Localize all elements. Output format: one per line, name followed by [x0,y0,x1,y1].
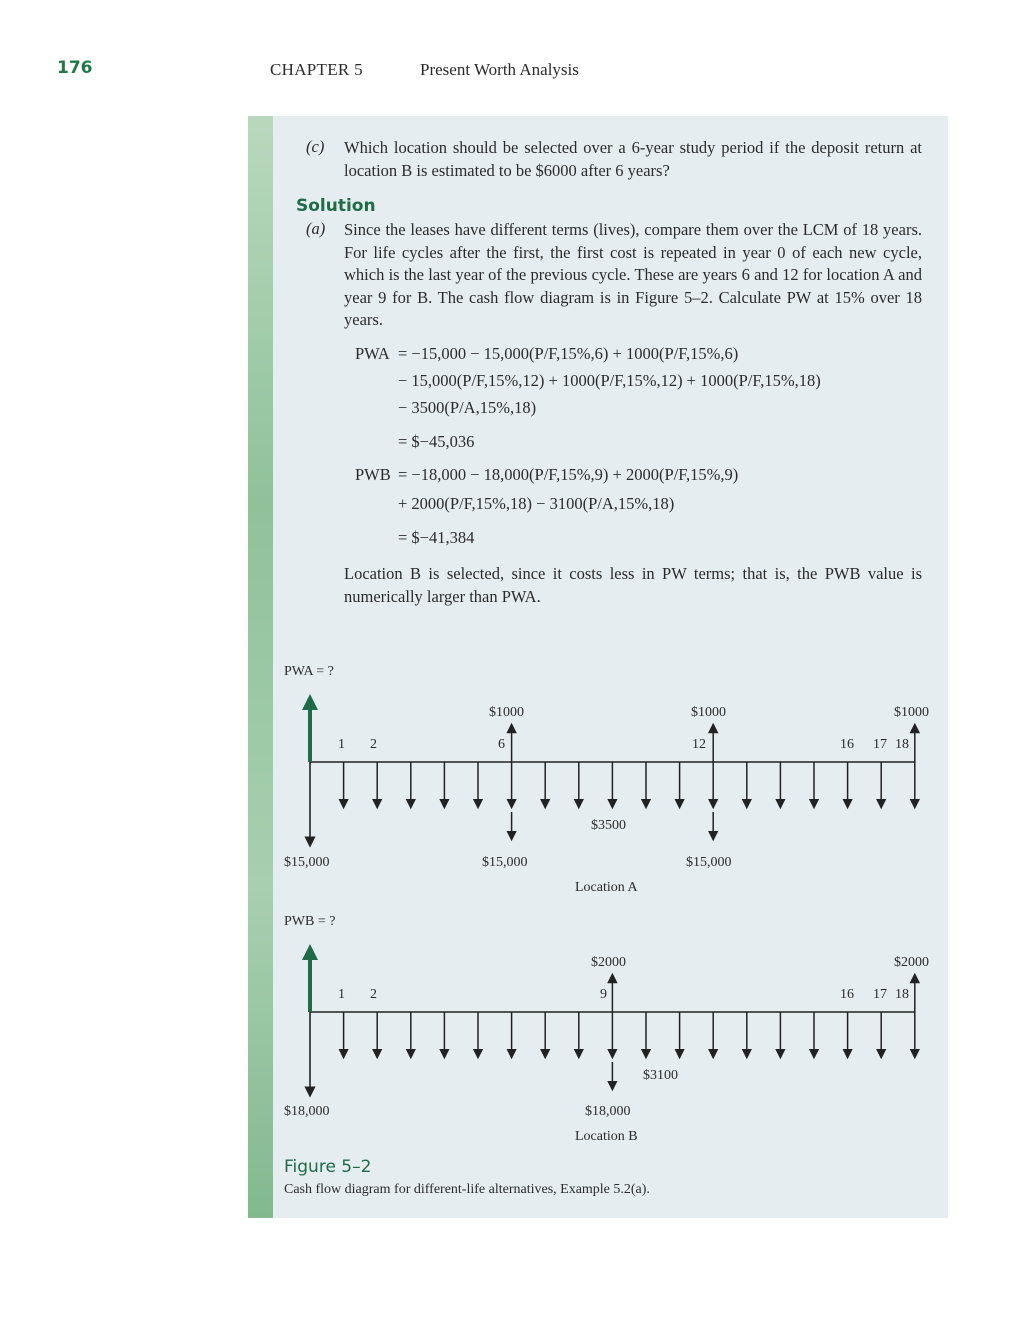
a-tick-12: 12 [692,737,706,752]
part-a-text: Since the leases have different terms (lives), compare them over the LCM of 18 years. For life cycles after the first, the first cost is repeated in year 0 of each new cycle, which is the last year of the previous cycle. These are years 6 and 12 for location A and year 9 for B. The cash flow diagram is in Figure 5–2. Calculate PW at 15% over 18 years. [344,220,922,329]
page-number: 176 [57,58,93,78]
part-c-label: (c) [306,137,325,156]
a-receipt-label-12: $1000 [691,705,726,720]
diagram-location-b [310,952,915,1092]
b-first-cost-9: $18,000 [585,1104,631,1119]
pwb-result: = $−41,384 [398,528,475,547]
b-tick-1: 1 [338,987,345,1002]
b-tick-18: 18 [895,987,909,1002]
chapter-label: CHAPTER 5 [270,60,363,79]
a-tick-1: 1 [338,737,345,752]
pwa-lhs: PWA [355,344,390,363]
a-first-cost-6: $15,000 [482,855,528,870]
pwb-unknown-label: PWB = ? [284,914,336,929]
a-first-cost-0: $15,000 [284,855,330,870]
part-c-text: Which location should be selected over a 6-year study period if the deposit return at location B is estimated to be $6000 after 6 years? [344,138,922,180]
pwa-line-1: = −15,000 − 15,000(P/F,15%,6) + 1000(P/F,15%,6) [398,344,739,363]
pwb-line-2: + 2000(P/F,15%,18) − 3100(P/A,15%,18) [398,494,675,513]
pwa-result: = $−45,036 [398,432,475,451]
pwa-unknown-label: PWA = ? [284,664,334,679]
pwa-line-2: − 15,000(P/F,15%,12) + 1000(P/F,15%,12) + 1000(P/F,15%,18) [398,371,821,390]
a-receipt-label-18: $1000 [894,705,929,720]
solution-heading: Solution [296,196,376,216]
a-receipt-label-6: $1000 [489,705,524,720]
b-tick-17: 17 [873,987,887,1002]
a-tick-2: 2 [370,737,377,752]
b-annual-cost-label: $3100 [643,1068,678,1083]
b-receipt-label-18: $2000 [894,955,929,970]
a-tick-16: 16 [840,737,854,752]
figure-label: Figure 5–2 [284,1157,372,1177]
pwb-lhs: PWB [355,465,391,484]
pwb-line-1: = −18,000 − 18,000(P/F,15%,9) + 2000(P/F,15%,9) [398,465,739,484]
figure-caption: Cash flow diagram for different-life alternatives, Example 5.2(a). [284,1182,650,1197]
a-tick-6: 6 [498,737,505,752]
a-annual-cost-label: $3500 [591,818,626,833]
a-tick-17: 17 [873,737,887,752]
b-tick-9: 9 [600,987,607,1002]
conclusion-text: Location B is selected, since it costs less in PW terms; that is, the PWB value is numerically larger than PWA. [344,564,922,606]
section-title: Present Worth Analysis [420,60,579,79]
b-receipt-label-9: $2000 [591,955,626,970]
pwa-line-3: − 3500(P/A,15%,18) [398,398,537,417]
b-first-cost-0: $18,000 [284,1104,330,1119]
diagram-b-title: Location B [575,1129,638,1144]
diagram-a-title: Location A [575,880,638,895]
part-a-label: (a) [306,219,326,238]
b-tick-16: 16 [840,987,854,1002]
a-first-cost-12: $15,000 [686,855,732,870]
b-tick-2: 2 [370,987,377,1002]
a-tick-18: 18 [895,737,909,752]
